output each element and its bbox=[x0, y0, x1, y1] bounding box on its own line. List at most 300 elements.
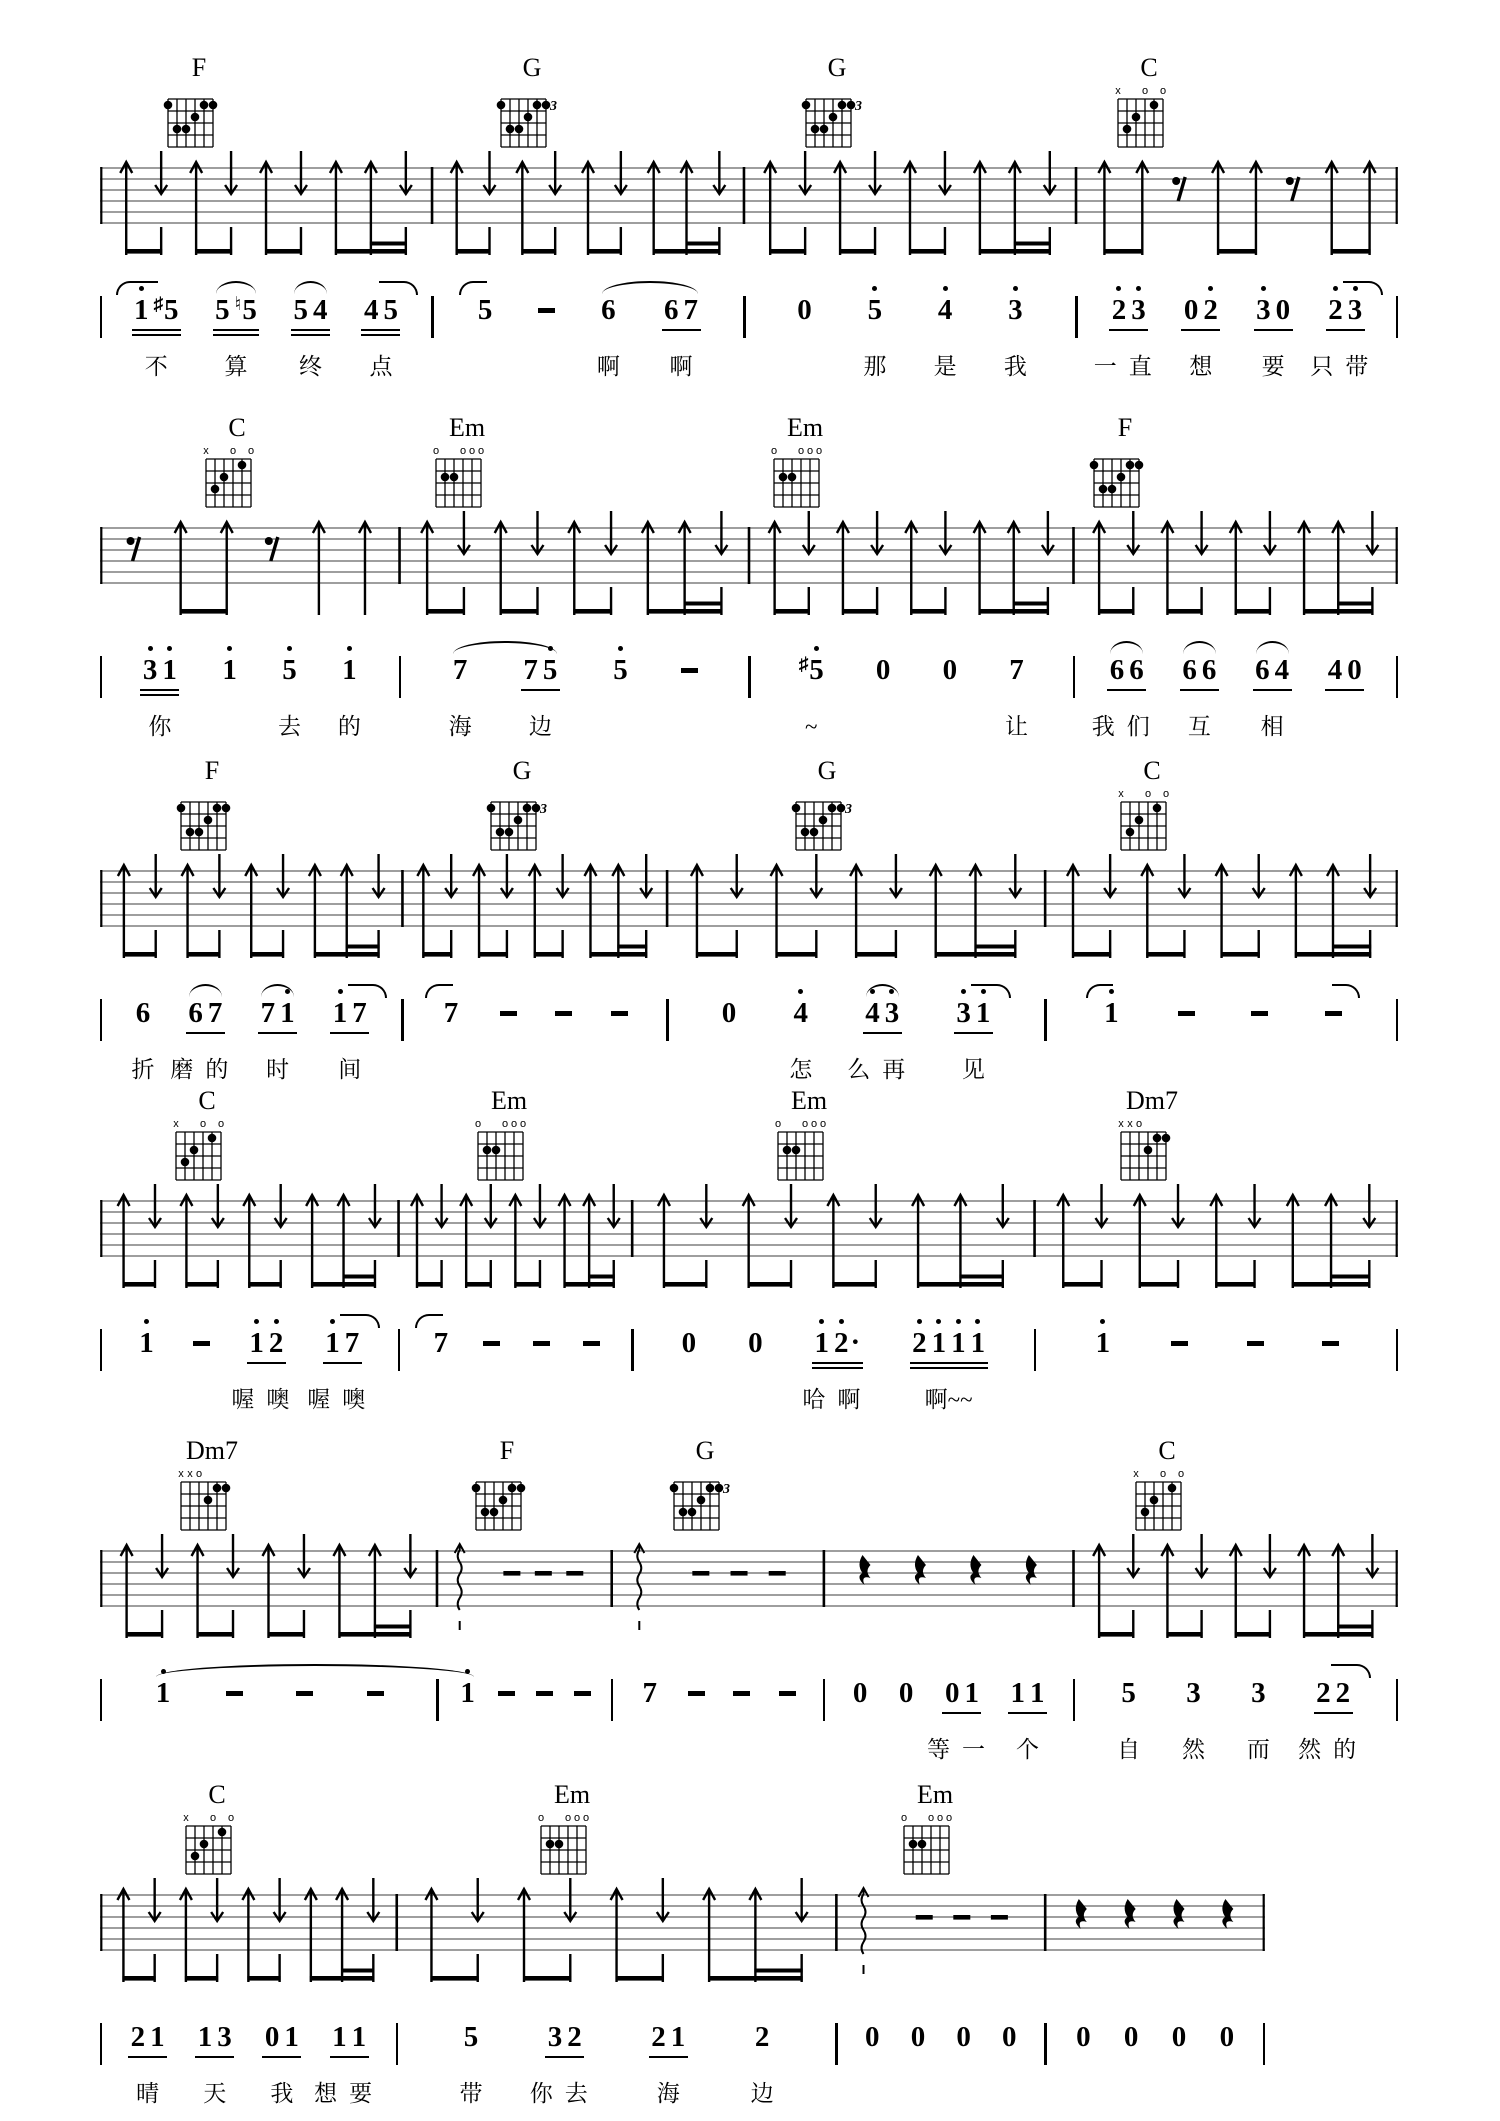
note-digit: 1 bbox=[1104, 997, 1119, 1029]
chord-diagram bbox=[162, 81, 236, 151]
note-cell bbox=[865, 294, 885, 394]
note-digit: 6 bbox=[1182, 654, 1197, 686]
svg-text:o: o bbox=[1177, 1468, 1185, 1480]
duration-dash bbox=[538, 308, 555, 313]
note-digit: 4 bbox=[794, 997, 809, 1029]
svg-text:o: o bbox=[815, 445, 823, 457]
chord-name: Em bbox=[490, 1086, 528, 1115]
note-group bbox=[1007, 654, 1027, 686]
note-group bbox=[599, 294, 619, 326]
note-cell bbox=[1251, 997, 1268, 1097]
note bbox=[235, 294, 257, 326]
note-digit: 5 bbox=[613, 654, 628, 686]
beam-underline bbox=[1008, 1712, 1047, 1715]
beam-underline bbox=[140, 694, 179, 697]
duration-dash bbox=[1171, 1341, 1188, 1346]
lyric: 喔噢 bbox=[231, 1387, 302, 1412]
note-digit: 3 bbox=[1348, 294, 1363, 326]
svg-text:x: x bbox=[1118, 788, 1124, 800]
note bbox=[911, 2021, 926, 2053]
note-line bbox=[1000, 2021, 1020, 2053]
note-group bbox=[812, 1327, 863, 1369]
svg-text:x: x bbox=[1127, 1118, 1133, 1130]
note-digit: 0 bbox=[956, 2021, 971, 2053]
note-cell bbox=[475, 294, 495, 394]
strum-staff-row bbox=[100, 1526, 1398, 1658]
note bbox=[684, 294, 699, 326]
note-line bbox=[461, 2021, 481, 2053]
chord-diagram bbox=[772, 1114, 846, 1184]
note bbox=[601, 294, 616, 326]
chord-name: C bbox=[1140, 53, 1158, 82]
note-group bbox=[719, 997, 739, 1029]
chord-grid bbox=[1088, 441, 1162, 511]
note bbox=[139, 1327, 154, 1359]
strum-staff-row bbox=[100, 846, 1398, 978]
lyric: 我 bbox=[270, 2081, 294, 2106]
note-cell bbox=[461, 2021, 481, 2121]
note-group bbox=[649, 2021, 688, 2058]
note-group bbox=[186, 997, 225, 1034]
note-line bbox=[795, 294, 815, 326]
lyric: 终 bbox=[298, 354, 322, 379]
svg-text:o: o bbox=[477, 445, 485, 457]
beam-underline bbox=[132, 334, 182, 337]
svg-text:o: o bbox=[770, 445, 778, 457]
note-digit: 2 bbox=[1316, 1677, 1331, 1709]
note-cell bbox=[441, 997, 461, 1097]
chord-grid bbox=[800, 81, 874, 151]
note-line bbox=[1007, 654, 1027, 686]
note-cell bbox=[746, 1327, 766, 1427]
note-digit: 0 bbox=[797, 294, 812, 326]
note-line bbox=[863, 2021, 883, 2053]
note-cell bbox=[533, 1327, 550, 1427]
note-cell bbox=[896, 1677, 916, 1777]
note-line bbox=[746, 1327, 766, 1359]
chord-diagram bbox=[175, 784, 249, 854]
note-line bbox=[779, 1677, 796, 1696]
note-digit: 0 bbox=[1275, 294, 1291, 326]
note-digit: 3 bbox=[217, 2021, 232, 2053]
note-cell bbox=[1181, 294, 1220, 394]
chord-diagram bbox=[800, 81, 874, 151]
chord-G bbox=[800, 55, 874, 151]
chord-name: F bbox=[499, 1436, 515, 1465]
duration-dash bbox=[226, 1691, 243, 1696]
note-line bbox=[153, 1677, 173, 1709]
octave-dot bbox=[167, 646, 172, 651]
chord-F bbox=[470, 1438, 544, 1534]
octave-dot bbox=[254, 1319, 259, 1324]
svg-text:o: o bbox=[247, 445, 255, 457]
note bbox=[284, 2021, 299, 2053]
note-line bbox=[500, 997, 517, 1016]
notation-row bbox=[100, 640, 1398, 760]
octave-dot bbox=[618, 646, 623, 651]
note-cell bbox=[170, 997, 241, 1097]
note-digit: 7 bbox=[260, 997, 276, 1029]
note-line bbox=[450, 654, 470, 686]
svg-text:o: o bbox=[936, 1812, 944, 1824]
note bbox=[794, 997, 809, 1029]
note bbox=[1275, 654, 1290, 686]
note bbox=[1121, 1677, 1136, 1709]
svg-text:o: o bbox=[227, 1812, 235, 1824]
note-cell bbox=[679, 1327, 699, 1427]
lyric: 你 bbox=[148, 714, 172, 739]
note-cell bbox=[1325, 654, 1364, 754]
note-line bbox=[812, 1327, 863, 1359]
chord-C bbox=[200, 415, 274, 511]
note-group bbox=[262, 2021, 301, 2058]
measure bbox=[1035, 1327, 1398, 1433]
octave-dot bbox=[1100, 1319, 1105, 1324]
note-cell bbox=[1178, 997, 1195, 1097]
note-line bbox=[1325, 654, 1364, 686]
note-digit: 1 bbox=[460, 1677, 475, 1709]
lyric: 时 bbox=[266, 1057, 290, 1082]
note-digit: 5 bbox=[543, 654, 558, 686]
strum-staff-row bbox=[100, 1870, 1265, 2002]
note-digit: 3 bbox=[1008, 294, 1023, 326]
note bbox=[1202, 654, 1217, 686]
chord-C bbox=[170, 1088, 244, 1184]
note-line bbox=[719, 997, 739, 1029]
note-line bbox=[752, 2021, 772, 2053]
lyric: 晴 bbox=[136, 2081, 160, 2106]
measure bbox=[100, 2021, 397, 2121]
svg-text:o: o bbox=[1159, 1468, 1167, 1480]
note bbox=[352, 997, 367, 1029]
note-line bbox=[1254, 294, 1293, 326]
note bbox=[313, 294, 328, 326]
note-digit: 1 bbox=[1096, 1327, 1111, 1359]
beam-underline bbox=[1109, 329, 1148, 332]
note-digit: 7 bbox=[452, 654, 468, 686]
chord-grid bbox=[898, 1808, 972, 1878]
note-line bbox=[1180, 654, 1219, 686]
duration-dash bbox=[681, 668, 698, 673]
note-cell bbox=[910, 1327, 988, 1427]
octave-dot bbox=[347, 646, 352, 651]
slur-arc bbox=[294, 281, 327, 294]
note-group bbox=[1326, 294, 1365, 331]
slur-arc bbox=[602, 281, 698, 294]
measure bbox=[437, 1677, 612, 1783]
measure-cells bbox=[824, 1677, 1074, 1783]
note bbox=[150, 2021, 165, 2053]
note-cell bbox=[483, 1327, 500, 1427]
note-cell bbox=[536, 1677, 553, 1777]
note-digit: 6 bbox=[601, 294, 616, 326]
note-line bbox=[1119, 1677, 1139, 1709]
note bbox=[383, 294, 398, 326]
note bbox=[1172, 2021, 1187, 2053]
slur-arc bbox=[453, 641, 556, 654]
measure-cells bbox=[100, 1327, 399, 1433]
lyric: 互 bbox=[1187, 714, 1211, 739]
notation-row bbox=[100, 1313, 1398, 1433]
note-group bbox=[779, 1677, 796, 1696]
chord-diagram bbox=[470, 1464, 544, 1534]
note bbox=[899, 1677, 914, 1709]
note-group bbox=[611, 654, 631, 686]
note-digit: 0 bbox=[721, 997, 737, 1029]
note-line bbox=[1217, 2021, 1237, 2053]
note-group bbox=[1074, 2021, 1094, 2053]
note bbox=[951, 1327, 966, 1359]
note-digit: 6 bbox=[664, 294, 679, 326]
chord-name: C bbox=[198, 1086, 216, 1115]
svg-text:3: 3 bbox=[540, 802, 547, 817]
note-group bbox=[574, 1677, 591, 1696]
note-line bbox=[1109, 294, 1148, 326]
notation-row bbox=[100, 1663, 1398, 1783]
note bbox=[834, 1327, 860, 1359]
note bbox=[1347, 654, 1362, 686]
note-line bbox=[1247, 1327, 1264, 1346]
note-line bbox=[213, 294, 260, 326]
note-group bbox=[461, 2021, 481, 2053]
chord-Em bbox=[535, 1782, 609, 1878]
chord-diagram bbox=[1115, 1114, 1189, 1184]
note-group bbox=[910, 1327, 988, 1369]
note-line bbox=[555, 997, 572, 1016]
note-group bbox=[498, 1677, 515, 1696]
measure-cells bbox=[1045, 2021, 1265, 2121]
svg-text:o: o bbox=[564, 1812, 572, 1824]
octave-dot bbox=[1333, 286, 1338, 291]
note-digit: 6 bbox=[1201, 654, 1217, 686]
chord-grid bbox=[175, 784, 249, 854]
note-line bbox=[140, 654, 179, 686]
chord-grid bbox=[1115, 1114, 1189, 1184]
note bbox=[198, 2021, 213, 2053]
note-line bbox=[323, 1327, 362, 1359]
beam-underline bbox=[213, 334, 260, 337]
note-digit: 1 bbox=[284, 2021, 299, 2053]
lyric: 个 bbox=[1015, 1737, 1039, 1762]
strum-staff bbox=[100, 1526, 1398, 1658]
svg-text:o: o bbox=[510, 1118, 518, 1130]
beam-underline bbox=[812, 1367, 863, 1370]
svg-text:x: x bbox=[173, 1118, 179, 1130]
chord-C bbox=[1112, 55, 1186, 151]
svg-text:o: o bbox=[810, 1118, 818, 1130]
measure-cells bbox=[100, 1677, 437, 1783]
duration-dash bbox=[555, 1011, 572, 1016]
note bbox=[1251, 1677, 1266, 1709]
note bbox=[853, 1677, 868, 1709]
duration-dash bbox=[483, 1341, 500, 1346]
tie-hook-right bbox=[1332, 984, 1359, 998]
note-digit: 0 bbox=[1183, 294, 1199, 326]
measure-cells bbox=[100, 654, 400, 760]
svg-text:x: x bbox=[178, 1468, 184, 1480]
measure bbox=[1045, 2021, 1265, 2121]
measure bbox=[100, 1677, 437, 1783]
chord-F bbox=[162, 55, 236, 151]
lyric: 自 bbox=[1117, 1737, 1141, 1762]
lyric: ~ bbox=[804, 714, 818, 739]
duration-dash bbox=[533, 1341, 550, 1346]
beam-underline bbox=[186, 1032, 225, 1035]
lyric: 相 bbox=[1260, 714, 1284, 739]
note-digit: 5 bbox=[215, 294, 230, 326]
note bbox=[156, 1677, 171, 1709]
note-digit: 0 bbox=[681, 1327, 697, 1359]
svg-text:o: o bbox=[774, 1118, 782, 1130]
system-2 bbox=[100, 415, 1398, 760]
note bbox=[1010, 1677, 1025, 1709]
note-digit: 0 bbox=[910, 2021, 926, 2053]
note-digit: 1 bbox=[976, 997, 991, 1029]
note-group bbox=[521, 654, 560, 691]
note-group bbox=[323, 1327, 362, 1364]
note-line bbox=[536, 1677, 553, 1696]
system-4 bbox=[100, 1088, 1398, 1433]
note-digit: 0 bbox=[1347, 654, 1362, 686]
duration-dash bbox=[536, 1691, 553, 1696]
beam-underline bbox=[1107, 689, 1146, 692]
system-5 bbox=[100, 1438, 1398, 1783]
note-group bbox=[1008, 1677, 1047, 1714]
duration-dash bbox=[193, 1341, 210, 1346]
note-line bbox=[545, 2021, 584, 2053]
note-group bbox=[330, 2021, 369, 2058]
chord-grid bbox=[1130, 1464, 1204, 1534]
note-digit: 7 bbox=[683, 294, 699, 326]
octave-dot bbox=[227, 646, 232, 651]
note-line bbox=[262, 2021, 301, 2053]
note bbox=[1124, 2021, 1139, 2053]
tie-hook-left bbox=[116, 281, 159, 295]
chord-grid bbox=[1112, 81, 1186, 151]
note-digit: 2 bbox=[269, 1327, 284, 1359]
note-line bbox=[1184, 1677, 1204, 1709]
measure bbox=[432, 294, 744, 400]
octave-dot bbox=[144, 1319, 149, 1324]
octave-dot bbox=[975, 1319, 980, 1324]
beam-underline bbox=[213, 329, 260, 332]
note bbox=[215, 294, 230, 326]
svg-text:x: x bbox=[1133, 1468, 1139, 1480]
note-group bbox=[1107, 654, 1146, 691]
chord-diagram bbox=[495, 81, 569, 151]
note-digit: 1 bbox=[156, 1677, 171, 1709]
note bbox=[671, 2021, 686, 2053]
note-line bbox=[330, 2021, 369, 2053]
note bbox=[1182, 654, 1197, 686]
note-line bbox=[137, 1327, 157, 1359]
measure-cells bbox=[100, 2021, 397, 2121]
note-digit: 0 bbox=[1002, 2021, 1017, 2053]
note-group bbox=[536, 1677, 553, 1696]
svg-text:o: o bbox=[229, 445, 237, 457]
lyric: 啊 bbox=[669, 354, 693, 379]
note-line bbox=[688, 1677, 705, 1696]
note-cell bbox=[935, 294, 955, 394]
note-cell bbox=[137, 1327, 157, 1427]
note-group bbox=[1178, 997, 1195, 1016]
svg-text:3: 3 bbox=[845, 802, 852, 817]
note bbox=[1220, 2021, 1235, 2053]
note-cell bbox=[1091, 654, 1162, 754]
lyric: 我们 bbox=[1091, 714, 1162, 739]
note-digit: 1 bbox=[333, 997, 348, 1029]
note-digit: 1 bbox=[351, 2021, 367, 2053]
measure bbox=[836, 2021, 1045, 2121]
note-cell bbox=[1121, 2021, 1141, 2121]
beam-underline bbox=[662, 329, 701, 332]
note bbox=[868, 294, 883, 326]
note-cell bbox=[640, 1677, 660, 1777]
note-digit: 7 bbox=[443, 997, 459, 1029]
duration-dash bbox=[688, 1691, 705, 1696]
note-digit: 1 bbox=[280, 997, 295, 1029]
note-digit: 5 bbox=[383, 294, 398, 326]
note-cell bbox=[1246, 1677, 1270, 1777]
note-digit: 2 bbox=[754, 2021, 770, 2053]
chord-Em bbox=[898, 1782, 972, 1878]
note-group bbox=[133, 997, 153, 1029]
chord-name: C bbox=[228, 413, 246, 442]
note-digit: 2 bbox=[1328, 294, 1343, 326]
note-group bbox=[458, 1677, 478, 1709]
svg-text:o: o bbox=[1159, 85, 1167, 97]
measure-cells bbox=[399, 1327, 633, 1433]
octave-dot bbox=[917, 1319, 922, 1324]
note-group bbox=[367, 1677, 384, 1696]
note-line bbox=[1171, 1327, 1188, 1346]
duration-dash bbox=[1178, 1011, 1195, 1016]
note-group bbox=[247, 1327, 286, 1364]
octave-dot bbox=[287, 646, 292, 651]
note bbox=[269, 1327, 284, 1359]
measure-cells bbox=[397, 2021, 837, 2121]
note-group bbox=[640, 1677, 660, 1709]
note-cell bbox=[361, 294, 400, 394]
note-group bbox=[280, 654, 300, 686]
chord-grid bbox=[668, 1464, 742, 1534]
note-digit: 4 bbox=[938, 294, 953, 326]
note-cell bbox=[153, 1677, 173, 1777]
chord-name: C bbox=[1158, 1436, 1176, 1465]
note bbox=[938, 294, 953, 326]
note-cell bbox=[291, 294, 330, 394]
duration-dash bbox=[1247, 1341, 1264, 1346]
note-cell bbox=[195, 2021, 234, 2121]
note-group bbox=[153, 1677, 173, 1709]
note-cell bbox=[850, 1677, 870, 1777]
note-line bbox=[498, 1677, 515, 1696]
note-digit: 1 bbox=[150, 2021, 165, 2053]
note-group bbox=[545, 2021, 584, 2058]
system-1 bbox=[100, 55, 1398, 400]
note bbox=[548, 2021, 563, 2053]
measure-cells bbox=[1074, 654, 1399, 760]
note-group bbox=[475, 294, 495, 326]
note bbox=[460, 1677, 475, 1709]
note-line bbox=[1326, 294, 1365, 326]
beam-underline bbox=[910, 1367, 988, 1370]
note-digit: 1 bbox=[197, 2021, 213, 2053]
note-line bbox=[483, 1327, 500, 1346]
svg-text:x: x bbox=[187, 1468, 193, 1480]
measure bbox=[100, 294, 432, 400]
lyric: 哈啊 bbox=[802, 1387, 873, 1412]
